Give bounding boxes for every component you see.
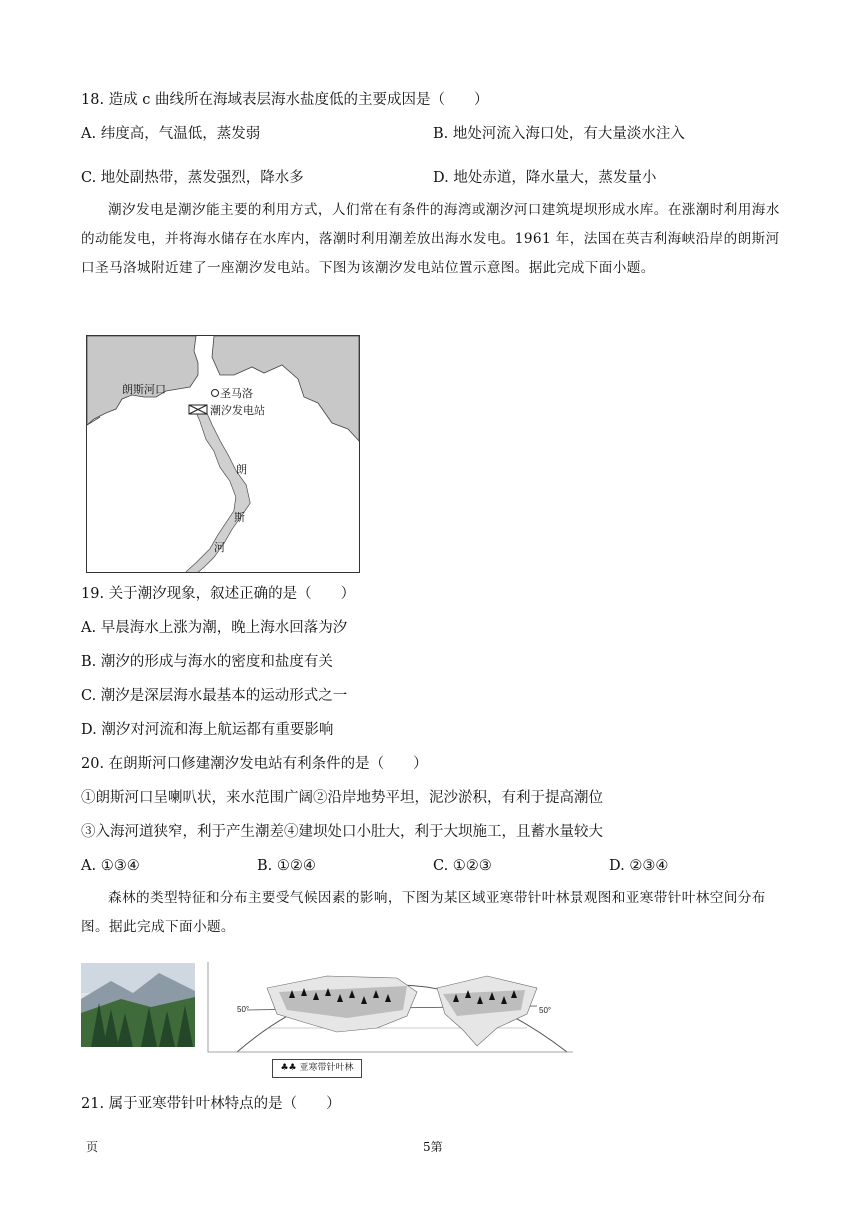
question-20-option-b: B. ①②④ xyxy=(257,858,316,874)
question-18-stem: 18. 造成 c 曲线所在海域表层海水盐度低的主要成因是（ ） xyxy=(81,92,489,108)
saint-malo-marker xyxy=(212,390,219,397)
taiga-distribution-map xyxy=(207,958,579,1055)
question-20-option-d: D. ②③④ xyxy=(609,858,669,874)
question-20-conditions-3-4: ③入海河道狭窄，利于产生潮差④建坝处口小肚大，利于大坝施工，且蓄水量较大 xyxy=(81,824,603,840)
label-saint-malo: 圣马洛 xyxy=(220,388,253,400)
question-19-stem: 19. 关于潮汐现象，叙述正确的是（ ） xyxy=(81,586,356,602)
question-20-option-a: A. ①③④ xyxy=(81,858,140,874)
rance-estuary-map xyxy=(86,335,360,573)
label-rance-estuary: 朗斯河口 xyxy=(122,384,166,396)
label-river-si: 斯 xyxy=(234,512,245,524)
question-19-option-a: A. 早晨海水上涨为潮，晚上海水回落为汐 xyxy=(81,620,348,636)
question-18-option-b: B. 地处河流入海口处，有大量淡水注入 xyxy=(433,126,685,142)
label-river-he: 河 xyxy=(214,542,225,554)
question-18-option-d: D. 地处赤道，降水量大，蒸发量小 xyxy=(433,170,657,186)
question-18-option-a: A. 纬度高，气温低，蒸发弱 xyxy=(81,126,261,142)
question-20-stem: 20. 在朗斯河口修建潮汐发电站有利条件的是（ ） xyxy=(81,756,428,772)
taiga-landscape-photo xyxy=(81,963,195,1047)
tree-icon: ♣♣ xyxy=(280,1063,297,1073)
question-20-option-c: C. ①②③ xyxy=(433,858,492,874)
question-20-conditions-1-2: ①朗斯河口呈喇叭状，来水范围广阔②沿岸地势平坦，泥沙淤积，有利于提高潮位 xyxy=(81,790,603,806)
question-19-option-d: D. 潮汐对河流和海上航运都有重要影响 xyxy=(81,722,334,738)
question-19-option-b: B. 潮汐的形成与海水的密度和盐度有关 xyxy=(81,654,333,670)
passage-tidal-power: 潮汐发电是潮汐能主要的利用方式，人们常在有条件的海湾或潮汐河口建筑堤坝形成水库。在涨潮时利用海水的动能发电，并将海水储存在水库内，落潮时利用潮差放出海水发电。1961 年，法国在英吉利海峡沿岸的朗斯河口圣马洛城附近建了一座潮汐发电站。下图为该潮汐发电站位置示意图。据此完成下面小题。 xyxy=(81,202,780,276)
taiga-legend xyxy=(272,1059,362,1078)
legend-label: 亚寒带针叶林 xyxy=(299,1063,354,1073)
latitude-label-left: 50° xyxy=(237,1005,250,1014)
footer-page-number: 5第 xyxy=(423,1140,443,1154)
question-21-stem: 21. 属于亚寒带针叶林特点的是（ ） xyxy=(81,1096,341,1112)
label-tidal-station: 潮汐发电站 xyxy=(210,405,265,417)
question-18-option-c: C. 地处副热带，蒸发强烈，降水多 xyxy=(81,170,304,186)
label-river-lang: 朗 xyxy=(236,464,247,476)
footer-page-left: 页 xyxy=(86,1140,99,1154)
tidal-station-symbol xyxy=(189,405,207,414)
question-19-option-c: C. 潮汐是深层海水最基本的运动形式之一 xyxy=(81,688,348,704)
passage-taiga: 森林的类型特征和分布主要受气候因素的影响，下图为某区域亚寒带针叶林景观图和亚寒带针叶林空间分布图。据此完成下面小题。 xyxy=(81,890,766,935)
latitude-label-right: 50° xyxy=(539,1006,552,1015)
